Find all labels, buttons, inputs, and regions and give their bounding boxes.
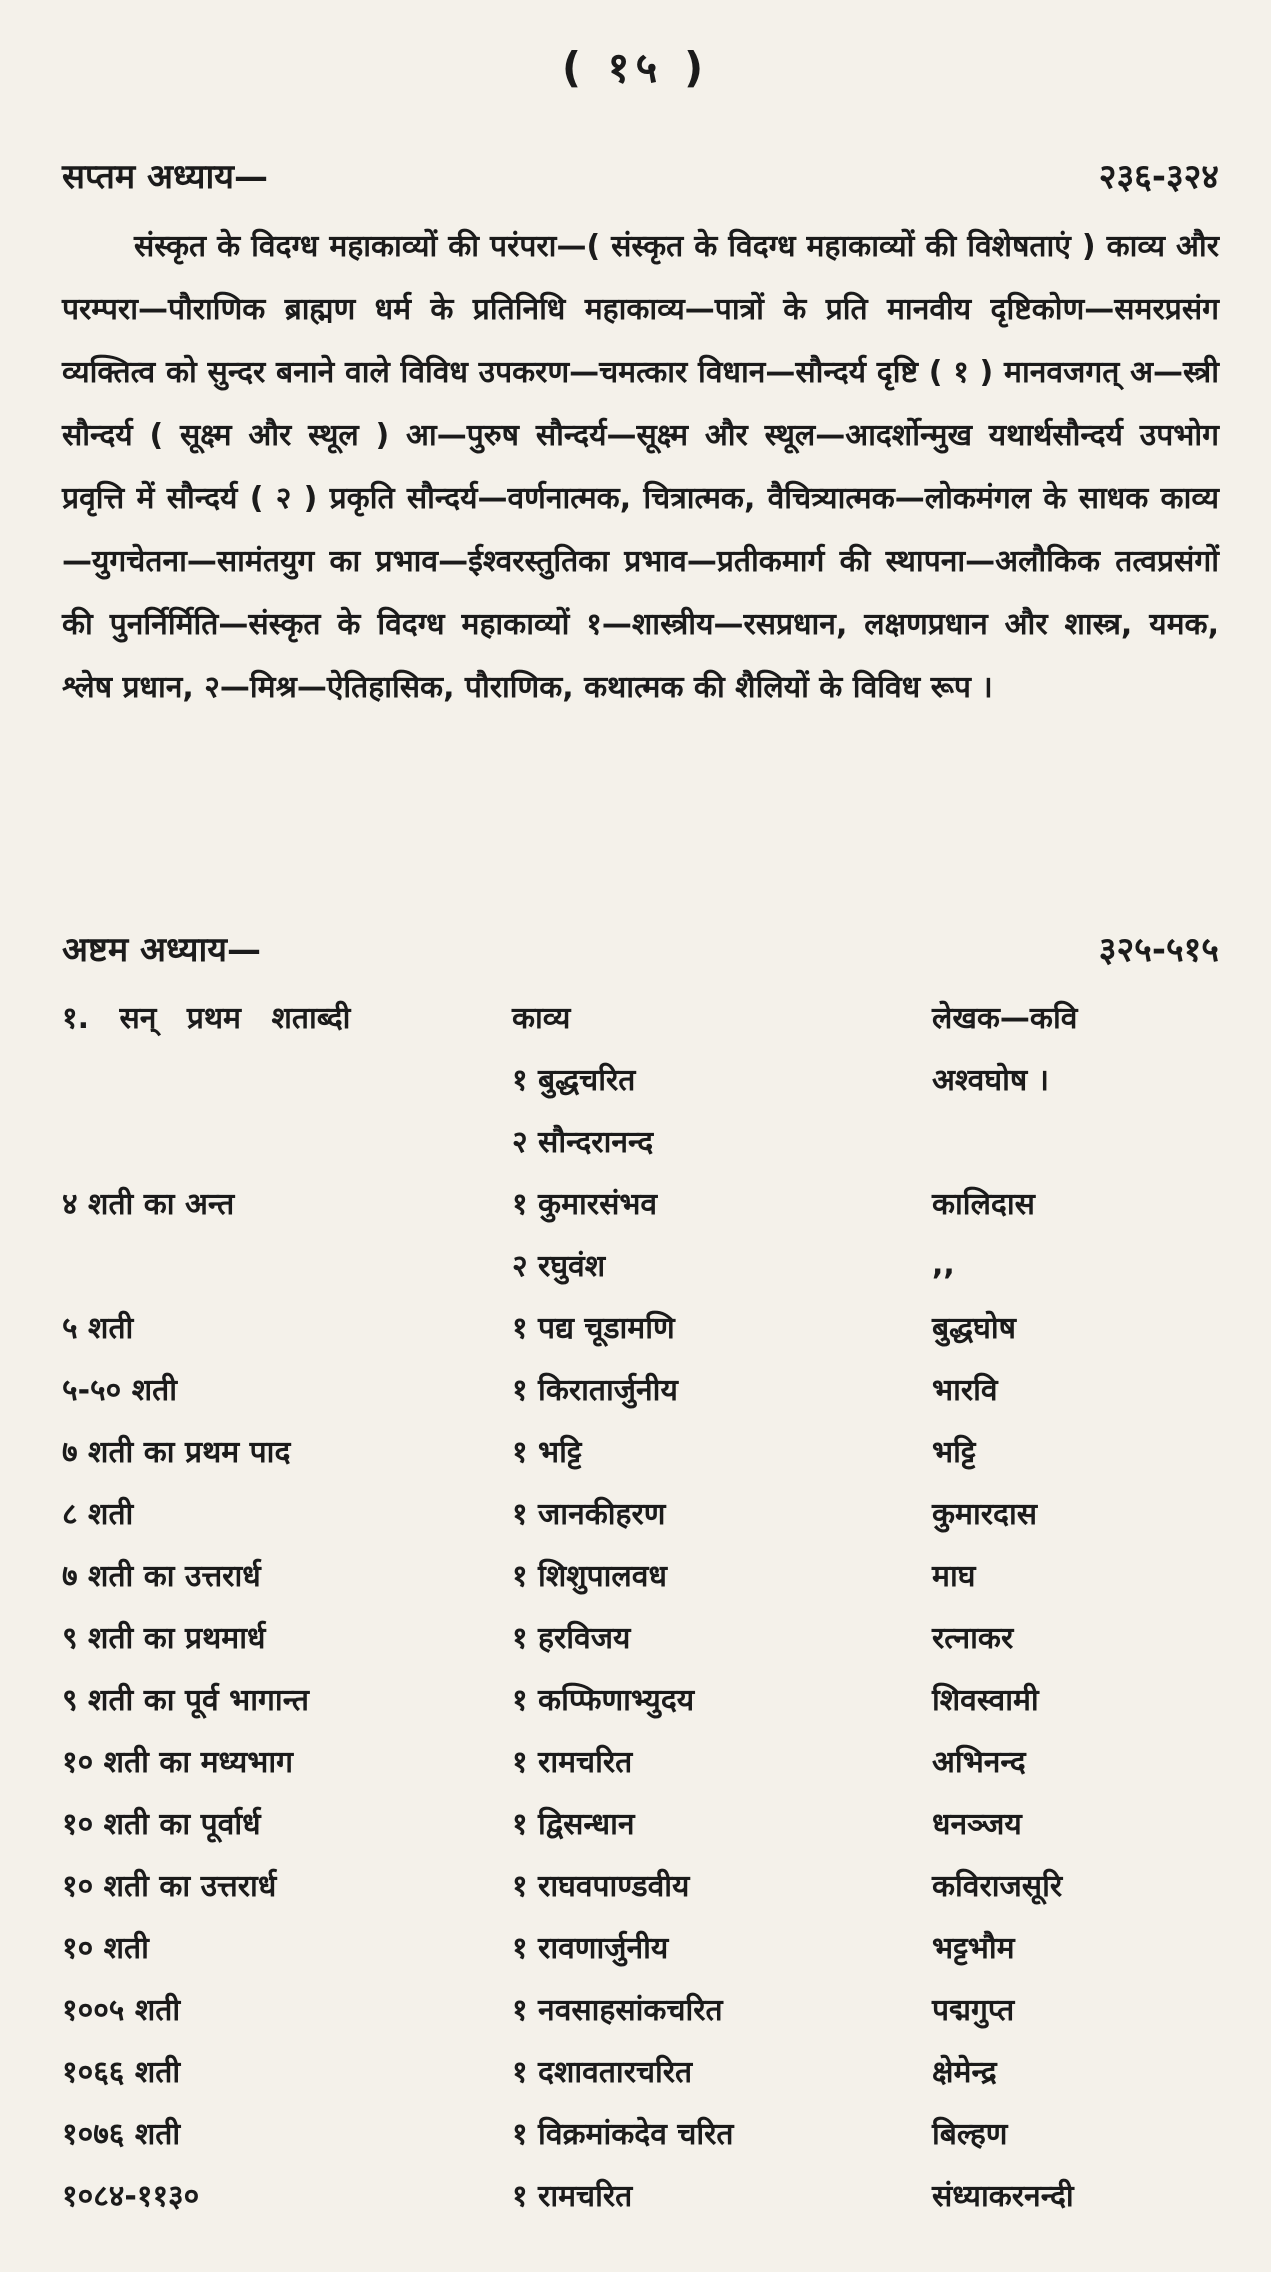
row-period: १०७६ शती <box>62 2116 181 2152</box>
row-author: कविराजसूरि <box>932 1868 1063 1904</box>
row-work: १ राघवपाण्डवीय <box>512 1868 690 1904</box>
row-period: ५ शती <box>62 1310 134 1346</box>
row-work: १ दशावतारचरित <box>512 2054 693 2090</box>
row-author: भट्टभौम <box>932 1930 1015 1966</box>
row-period: १० शती का मध्यभाग <box>62 1744 293 1780</box>
row-work: १ विक्रमांकदेव चरित <box>512 2116 734 2152</box>
row-author: पद्मगुप्त <box>932 1992 1015 2028</box>
works-table <box>62 985 1219 2225</box>
row-author: बिल्हण <box>932 2116 1008 2152</box>
row-work: १ भट्टि <box>512 1434 582 1470</box>
table-row <box>62 1543 1219 1605</box>
table-row <box>62 2039 1219 2101</box>
chapter-7-summary: संस्कृत के विदग्ध महाकाव्यों की परंपरा—( संस्कृत के विदग्ध महाकाव्यों की विशेषताएं ) काव्य और परम्परा—पौराणिक ब्राह्मण धर्म के प्रतिनिधि महाकाव्य—पात्रों के प्रति मानवीय दृष्टिकोण—समरप्रसंग व्यक्तित्व को सुन्दर बनाने वाले विविध उपकरण—चमत्कार विधान—सौन्दर्य दृष्टि ( १ ) मानवजगत् अ—स्त्री सौन्दर्य ( सूक्ष्म और स्थूल ) आ—पुरुष सौन्दर्य—सूक्ष्म और स्थूल—आदर्शोन्मुख यथार्थसौन्दर्य उपभोग प्रवृत्ति में सौन्दर्य ( २ ) प्रकृति सौन्दर्य—वर्णनात्मक, चित्रात्मक, वैचित्र्यात्मक—लोकमंगल के साधक काव्य—युगचेतना—सामंतयुग का प्रभाव—ईश्वरस्तुतिका प्रभाव—प्रतीकमार्ग की स्थापना—अलौकिक तत्वप्रसंगों की पुनर्निर्मिति—संस्कृत के विदग्ध महाकाव्यों १—शास्त्रीय—रसप्रधान, लक्षणप्रधान और शास्त्र, यमक, श्लेष प्रधान, २—मिश्र—ऐतिहासिक, पौराणिक, कथात्मक की शैलियों के विविध रूप । <box>62 229 1219 705</box>
row-work: १ शिशुपालवध <box>512 1558 667 1594</box>
row-period: ९ शती का पूर्व भागान्त <box>62 1682 310 1718</box>
table-row <box>62 1853 1219 1915</box>
table-row <box>62 1171 1219 1233</box>
table-row <box>62 1915 1219 1977</box>
table-row <box>62 1109 1219 1171</box>
row-author: शिवस्वामी <box>932 1682 1039 1718</box>
row-author: कालिदास <box>932 1186 1035 1222</box>
row-author: संध्याकरनन्दी <box>932 2178 1074 2214</box>
table-header-row <box>62 985 1219 1047</box>
row-period: १००५ शती <box>62 1992 181 2028</box>
table-row <box>62 2101 1219 2163</box>
table-row <box>62 2163 1219 2225</box>
row-period: १० शती का पूर्वार्ध <box>62 1806 261 1842</box>
row-period: १० शती का उत्तरार्ध <box>62 1868 277 1904</box>
header-period: १. सन् प्रथम शताब्दी <box>62 1000 351 1036</box>
row-work: २ सौन्दरानन्द <box>512 1124 654 1160</box>
row-work: १ द्विसन्धान <box>512 1806 635 1842</box>
row-author: बुद्धघोष <box>932 1310 1016 1346</box>
table-row <box>62 1233 1219 1295</box>
header-work: काव्य <box>512 1000 571 1036</box>
row-author: कुमारदास <box>932 1496 1037 1532</box>
chapter-8-title: अष्टम अध्याय— <box>62 930 262 970</box>
chapter-7-heading <box>62 152 1219 198</box>
row-author: क्षेमेन्द्र <box>932 2054 997 2090</box>
table-row <box>62 1667 1219 1729</box>
header-author: लेखक—कवि <box>932 1000 1078 1036</box>
table-row <box>62 1791 1219 1853</box>
row-work: १ जानकीहरण <box>512 1496 666 1532</box>
row-work: १ बुद्धचरित <box>512 1062 636 1098</box>
page-number: ( १५ ) <box>561 43 710 92</box>
row-work: १ नवसाहसांकचरित <box>512 1992 723 2028</box>
table-row <box>62 1047 1219 1109</box>
row-author: भट्टि <box>932 1434 976 1470</box>
row-author: ,, <box>932 1246 955 1282</box>
row-period: १०८४-११३० <box>62 2178 200 2214</box>
row-work: १ कप्फिणाभ्युदय <box>512 1682 695 1718</box>
row-author: धनञ्जय <box>932 1806 1022 1842</box>
row-period: ७ शती का उत्तरार्ध <box>62 1558 261 1594</box>
row-work: १ किरातार्जुनीय <box>512 1372 678 1408</box>
row-author: भारवि <box>932 1372 998 1408</box>
table-row <box>62 1357 1219 1419</box>
row-work: २ रघुवंश <box>512 1248 606 1284</box>
chapter-7-title: सप्तम अध्याय— <box>62 157 269 197</box>
table-row <box>62 1729 1219 1791</box>
row-work: १ रामचरित <box>512 1744 633 1780</box>
row-author: रत्नाकर <box>932 1620 1014 1656</box>
table-row <box>62 1295 1219 1357</box>
row-period: १० शती <box>62 1930 149 1966</box>
chapter-8-heading <box>62 925 1219 971</box>
row-period: ९ शती का प्रथमार्ध <box>62 1620 266 1656</box>
row-work: १ रावणार्जुनीय <box>512 1930 669 1966</box>
row-work: १ पद्य चूडामणि <box>512 1310 675 1346</box>
table-row <box>62 1481 1219 1543</box>
row-work: १ हरविजय <box>512 1620 631 1656</box>
row-period: ८ शती <box>62 1496 134 1532</box>
row-period: ७ शती का प्रथम पाद <box>62 1434 291 1470</box>
row-work: १ कुमारसंभव <box>512 1186 658 1222</box>
row-author: अभिनन्द <box>932 1744 1026 1780</box>
table-row <box>62 1419 1219 1481</box>
row-period: १०६६ शती <box>62 2054 181 2090</box>
row-author: माघ <box>932 1558 976 1594</box>
chapter-8-pages: ३२५-५१५ <box>1098 930 1219 970</box>
table-row <box>62 1977 1219 2039</box>
row-period: ५-५० शती <box>62 1372 177 1408</box>
chapter-7-pages: २३६-३२४ <box>1098 157 1219 197</box>
row-period: ४ शती का अन्त <box>62 1186 235 1222</box>
row-author: अश्वघोष । <box>932 1062 1050 1098</box>
row-work: १ रामचरित <box>512 2178 633 2214</box>
table-row <box>62 1605 1219 1667</box>
